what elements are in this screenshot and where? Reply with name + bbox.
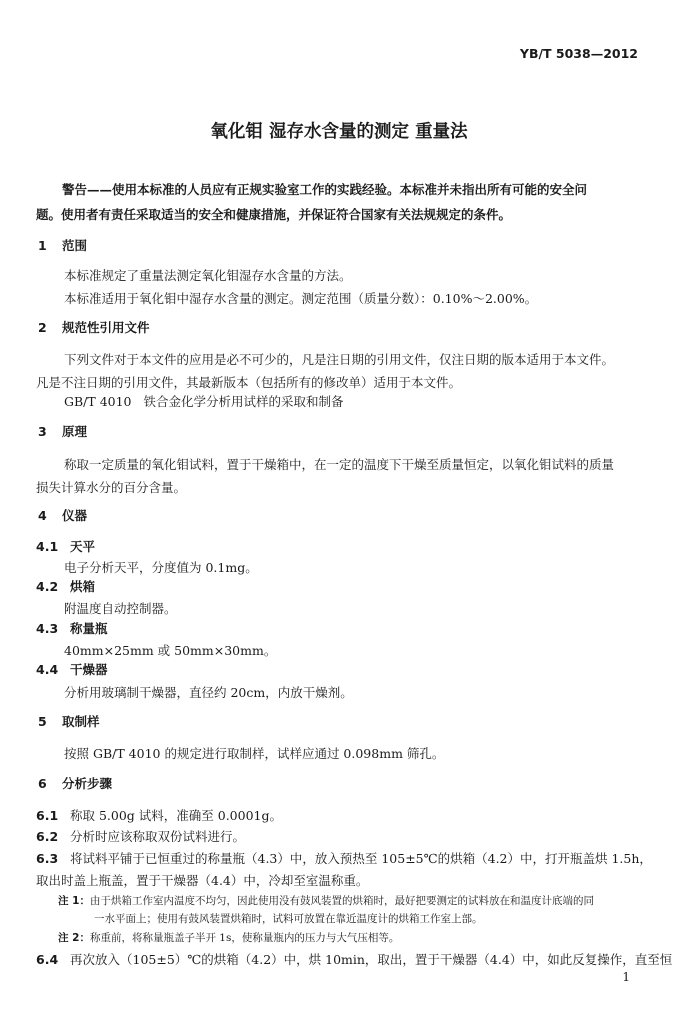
section-title: 范围 xyxy=(62,238,88,253)
section-number: 3 xyxy=(38,424,47,439)
normative-reference xyxy=(64,392,343,410)
subsection-title: 烘箱 xyxy=(70,579,96,594)
step-text: 分析时应该称取双份试料进行。 xyxy=(70,829,246,844)
paragraph: 称取一定质量的氧化钼试料，置于干燥箱中，在一定的温度下干燥至质量恒定，以氧化钼试料的质量 xyxy=(64,457,615,472)
section-number: 4 xyxy=(38,508,47,523)
note-text: 称重前，将称量瓶盖子半开 1s，使称量瓶内的压力与大气压相等。 xyxy=(89,932,400,944)
section-title: 原理 xyxy=(62,424,88,439)
step-number: 6.1 xyxy=(36,808,59,823)
section-title: 分析步骤 xyxy=(62,776,113,791)
page-title: 氧化钼 湿存水含量的测定 重量法 xyxy=(210,122,468,142)
note-label: 注 1： xyxy=(58,895,90,907)
section-heading xyxy=(38,506,87,524)
note-text: 由于烘箱工作室内温度不均匀，因此使用没有鼓风装置的烘箱时，最好把要测定的试料放在和温度计底端的同 xyxy=(89,895,594,907)
subsection-heading xyxy=(36,537,95,555)
step-number: 6.3 xyxy=(36,851,59,866)
section-heading xyxy=(38,422,87,440)
subsection-heading xyxy=(36,577,95,595)
warning-block xyxy=(36,177,646,227)
subsection-number: 4.3 xyxy=(36,621,59,636)
subsection-number: 4.4 xyxy=(36,662,59,677)
step-item xyxy=(36,849,652,867)
subsection-title: 称量瓶 xyxy=(70,621,108,636)
paragraph: 本标准规定了重量法测定氧化钼湿存水含量的方法。 xyxy=(64,268,352,283)
section-heading xyxy=(38,236,87,254)
paragraph: 取出时盖上瓶盖，置于干燥器（4.4）中，冷却至室温称重。 xyxy=(36,873,369,888)
warning-line: 题。使用者有责任采取适当的安全和健康措施，并保证符合国家有关法规规定的条件。 xyxy=(36,207,512,222)
subsection-number: 4.2 xyxy=(36,579,59,594)
section-heading xyxy=(38,318,150,336)
subsection-number: 4.1 xyxy=(36,539,59,554)
section-heading xyxy=(38,774,112,792)
note-continuation: 一水平面上；使用有鼓风装置烘箱时，试料可放置在靠近温度计的烘箱工作室上部。 xyxy=(94,913,483,925)
warning-line: 警告——使用本标准的人员应有正规实验室工作的实践经验。本标准并未指出所有可能的安全问 xyxy=(62,182,588,197)
section-number: 5 xyxy=(38,714,47,729)
section-number: 2 xyxy=(38,320,47,335)
page-number: 1 xyxy=(622,970,630,984)
section-title: 仪器 xyxy=(62,508,88,523)
paragraph: 本标准适用于氧化钼中湿存水含量的测定。测定范围（质量分数）：0.10%～2.00%。 xyxy=(64,291,538,306)
note xyxy=(58,930,399,945)
paragraph: 电子分析天平，分度值为 0.1mg。 xyxy=(64,560,258,575)
paragraph: 40mm×25mm 或 50mm×30mm。 xyxy=(64,643,277,658)
paragraph: 下列文件对于本文件的应用是必不可少的，凡是注日期的引用文件，仅注日期的版本适用于本文件。 xyxy=(64,352,615,367)
note-label: 注 2： xyxy=(58,932,90,944)
section-title: 规范性引用文件 xyxy=(62,320,150,335)
step-number: 6.4 xyxy=(36,952,59,967)
reference-title: 铁合金化学分析用试样的采取和制备 xyxy=(143,394,344,409)
paragraph: 损失计算水分的百分含量。 xyxy=(36,480,187,495)
step-item xyxy=(36,827,245,845)
note xyxy=(58,893,594,908)
document-id: YB/T 5038—2012 xyxy=(519,46,638,61)
paragraph: 按照 GB/T 4010 的规定进行取制样，试样应通过 0.098mm 筛孔。 xyxy=(64,746,445,761)
paragraph: 凡是不注日期的引用文件，其最新版本（包括所有的修改单）适用于本文件。 xyxy=(36,375,462,390)
section-number: 1 xyxy=(38,238,47,253)
step-number: 6.2 xyxy=(36,829,59,844)
subsection-title: 天平 xyxy=(70,539,96,554)
step-item xyxy=(36,950,672,968)
paragraph: 附温度自动控制器。 xyxy=(64,601,177,616)
step-text: 将试料平铺于已恒重过的称量瓶（4.3）中，放入预热至 105±5℃的烘箱（4.2）中，打开瓶盖烘 1.5h， xyxy=(70,851,652,866)
step-text: 再次放入（105±5）℃的烘箱（4.2）中，烘 10min，取出，置于干燥器（4.4）中，如此反复操作，直至恒 xyxy=(70,952,673,967)
step-item xyxy=(36,806,282,824)
section-title: 取制样 xyxy=(62,714,100,729)
section-number: 6 xyxy=(38,776,47,791)
subsection-heading xyxy=(36,660,108,678)
step-text: 称取 5.00g 试料，准确至 0.0001g。 xyxy=(70,808,282,823)
section-heading xyxy=(38,712,100,730)
paragraph: 分析用玻璃制干燥器，直径约 20cm，内放干燥剂。 xyxy=(64,685,353,700)
subsection-heading xyxy=(36,619,108,637)
subsection-title: 干燥器 xyxy=(70,662,108,677)
reference-code: GB/T 4010 xyxy=(64,394,132,409)
